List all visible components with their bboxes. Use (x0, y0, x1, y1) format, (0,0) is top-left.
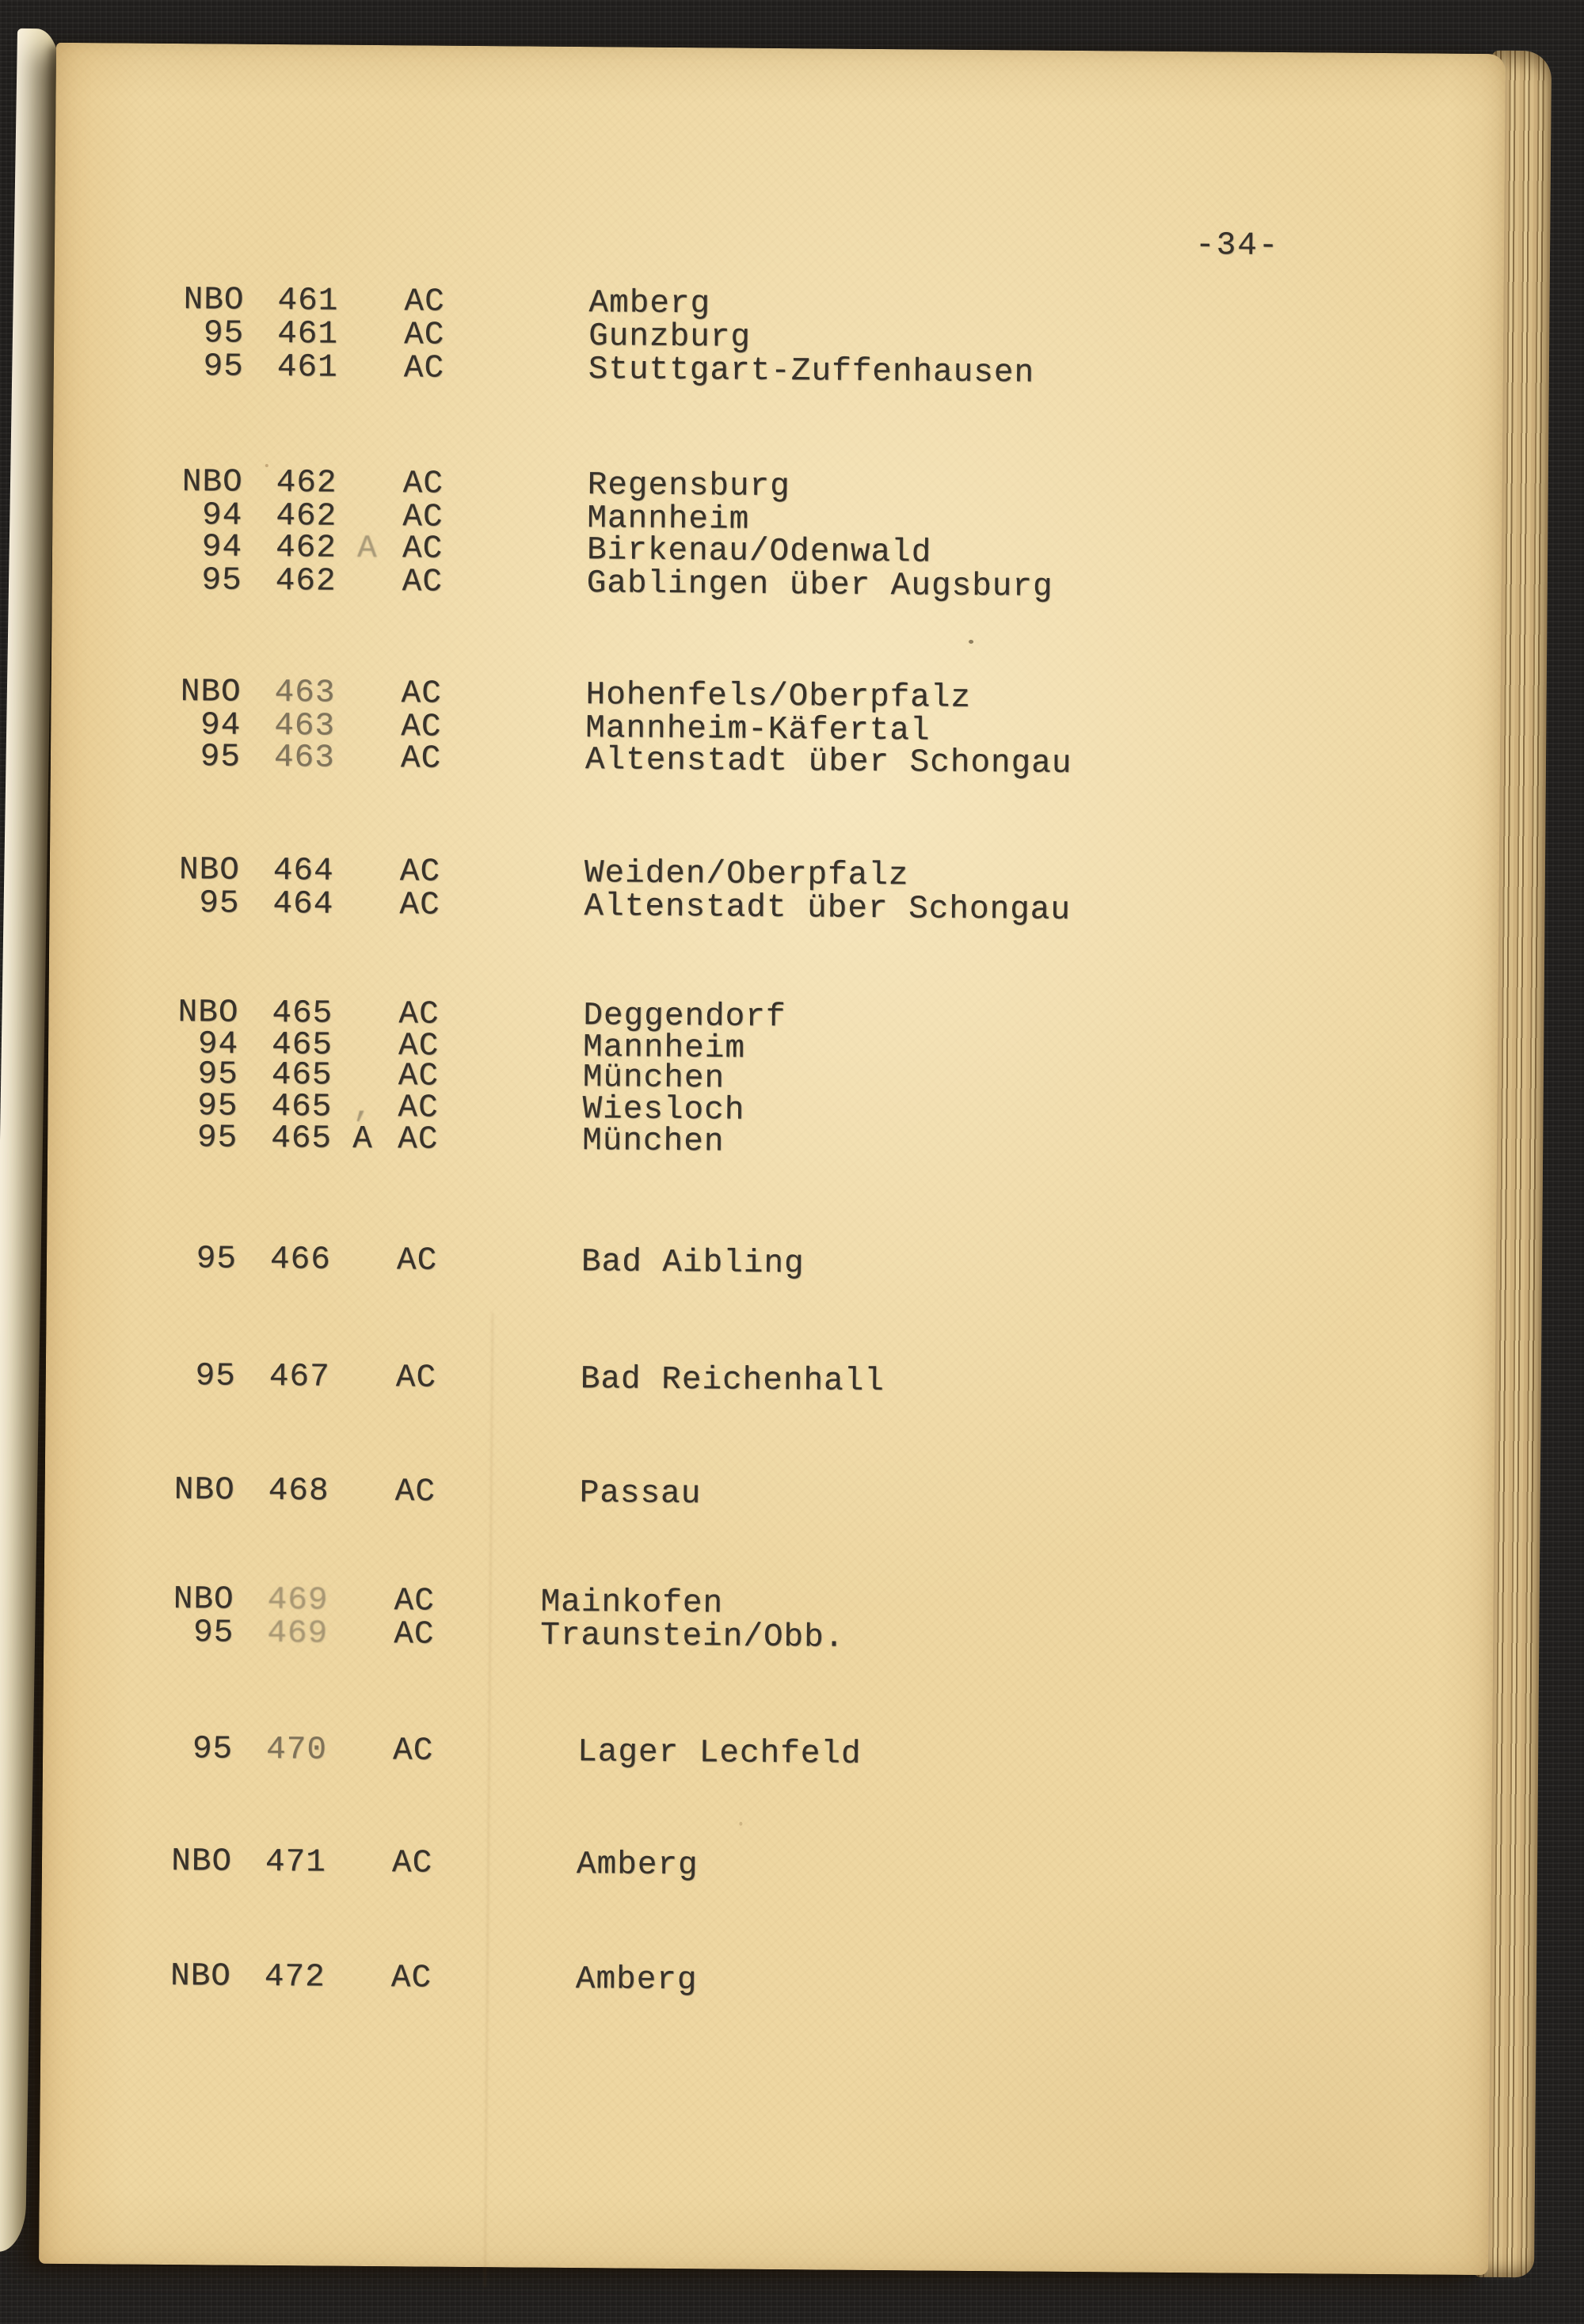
entry-code: AC (398, 1090, 439, 1127)
entry-number: 462 (276, 498, 337, 535)
entry-place: Bad Aibling (581, 1244, 805, 1283)
entry-unit: 95 (201, 562, 242, 599)
entry-place: München (582, 1059, 725, 1097)
entry-code: AC (397, 1121, 439, 1158)
entry-unit: 95 (192, 1615, 234, 1652)
entry-number: 469 (267, 1615, 329, 1653)
entry-unit: 95 (197, 1056, 238, 1094)
table-row (43, 1731, 1492, 1777)
entry-place: Passau (579, 1475, 702, 1513)
entry-number: 462 (276, 465, 337, 502)
entry-place: Deggendorf (583, 998, 786, 1036)
entry-number: 465 (272, 995, 333, 1033)
entry-number: 465 (270, 1120, 333, 1158)
entry-place: Birkenau/Odenwald (586, 532, 932, 572)
entry-place: Altenstadt über Schongau (584, 742, 1072, 782)
entry-unit: 95 (196, 1241, 238, 1278)
entry-code: AC (402, 499, 444, 536)
entry-place: Amberg (588, 285, 711, 323)
entry-code: AC (392, 1733, 434, 1770)
entry-code: AC (398, 1028, 440, 1065)
entry-code: AC (402, 564, 444, 601)
entry-code: AC (399, 887, 440, 924)
entry-code: AC (396, 1242, 438, 1280)
entry-number: 463 (274, 708, 336, 745)
entry-place: Lager Lechfeld (577, 1734, 862, 1773)
entry-number: 469 (267, 1582, 329, 1619)
entry-code: AC (394, 1474, 436, 1511)
entry-code: AC (395, 1360, 437, 1397)
entry-unit: 95 (203, 315, 245, 352)
entry-unit: 95 (203, 348, 245, 386)
entry-number: 461 (276, 316, 339, 353)
entry-code: AC (398, 1058, 440, 1095)
table-row (42, 1843, 1491, 1889)
entry-place: München (581, 1123, 725, 1161)
entry-unit: NBO (169, 1958, 232, 1995)
entry-place: Gablingen über Augsburg (586, 565, 1053, 606)
entry-place: Gunzburg (588, 318, 752, 356)
entry-number: 462 (275, 530, 337, 567)
entry-code: AC (403, 317, 445, 354)
entry-code: AC (394, 1616, 435, 1653)
entry-code: AC (401, 709, 442, 746)
entry-unit: 95 (196, 1120, 238, 1157)
entry-number: 468 (268, 1473, 329, 1510)
paper-speck (739, 1822, 742, 1826)
entry-code: AC (398, 996, 440, 1033)
entry-place: Mannheim (582, 1029, 746, 1067)
entry-place: Bad Reichenhall (580, 1361, 885, 1401)
entry-code: AC (402, 466, 444, 503)
entry-suffix: A (352, 1120, 373, 1158)
entry-number: 470 (265, 1732, 328, 1769)
entry-number: 461 (277, 283, 339, 320)
entry-unit: NBO (173, 1581, 234, 1618)
entry-code: AC (390, 1960, 432, 1997)
entry-code: AC (401, 675, 442, 713)
entry-number: 463 (274, 675, 336, 712)
table-row (41, 1958, 1491, 2004)
entry-place: Weiden/Oberpfalz (584, 855, 909, 895)
table-row (45, 1472, 1495, 1518)
entry-place: Wiesloch (582, 1091, 745, 1129)
entry-unit: 94 (200, 707, 242, 744)
entry-code: AC (394, 1583, 435, 1620)
entry-code: AC (400, 740, 442, 778)
entry-unit: NBO (173, 1472, 235, 1509)
entry-unit: NBO (178, 852, 241, 889)
entry-code: AC (399, 854, 441, 891)
entry-number: 465 (271, 1089, 333, 1126)
entry-place: Amberg (576, 1847, 699, 1885)
entry-unit: NBO (181, 464, 243, 501)
entry-unit: 95 (200, 739, 242, 776)
entry-unit: 95 (197, 1088, 238, 1125)
table-row (47, 1241, 1496, 1287)
entry-unit: 95 (195, 1358, 236, 1395)
entry-place: Traunstein/Obb. (540, 1617, 845, 1656)
entry-unit: 94 (201, 497, 243, 534)
table-row (46, 1358, 1495, 1404)
entry-number: 471 (265, 1844, 326, 1881)
entry-unit: 94 (201, 529, 243, 566)
entry-suffix: A (356, 530, 378, 568)
entry-place: Hohenfels/Oberpfalz (585, 677, 972, 717)
entry-unit: NBO (183, 282, 245, 319)
entry-number: 463 (273, 740, 335, 777)
entry-unit: NBO (171, 1843, 233, 1881)
entry-place: Mannheim (587, 500, 750, 538)
document-page (39, 43, 1506, 2275)
paper-speck (969, 640, 973, 644)
entry-number: 465 (271, 1057, 333, 1094)
entry-code: AC (391, 1845, 433, 1882)
entry-number: 462 (275, 563, 337, 600)
entry-place: Mannheim-Käfertal (585, 710, 931, 750)
entry-number: 467 (268, 1359, 330, 1396)
entry-unit: 95 (192, 1731, 234, 1768)
entry-unit: NBO (177, 995, 239, 1032)
entry-suffix: , (352, 1089, 374, 1127)
entry-number: 464 (272, 853, 334, 890)
entry-place: Mainkofen (540, 1584, 724, 1622)
entry-place: Altenstadt über Schongau (584, 888, 1072, 929)
entry-place: Stuttgart-Zuffenhausen (588, 352, 1035, 392)
entry-number: 472 (264, 1958, 326, 1996)
entry-code: AC (402, 531, 444, 568)
entry-number: 464 (272, 886, 334, 923)
page-number: -34- (1194, 227, 1280, 264)
entry-place: Regensburg (587, 467, 790, 506)
entry-unit: NBO (180, 674, 242, 711)
entry-number: 461 (276, 349, 338, 386)
entry-code: AC (403, 350, 445, 387)
entry-code: AC (404, 283, 445, 321)
entry-number: 466 (269, 1242, 331, 1279)
entry-unit: 94 (197, 1026, 239, 1063)
entry-place: Amberg (575, 1961, 698, 1999)
paper-crease (484, 1313, 494, 2287)
entry-unit: 95 (199, 885, 240, 922)
entry-number: 465 (271, 1027, 333, 1064)
